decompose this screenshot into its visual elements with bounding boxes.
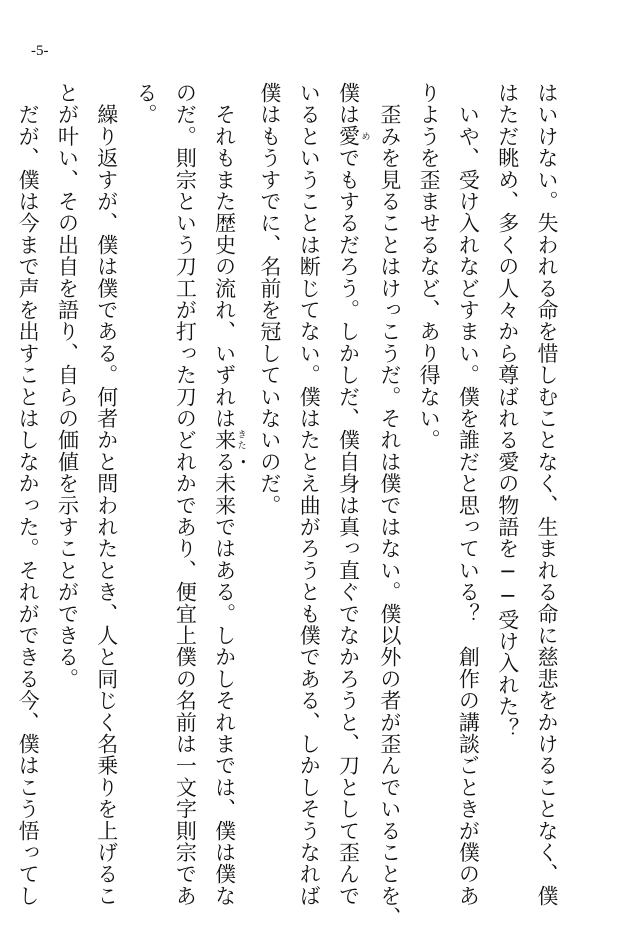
emphasis-text: る [212,450,237,473]
ruby-annotation: きた [235,429,246,451]
text-line-with-ruby [328,82,370,907]
text-line: りようを歪ませるなど、あり得ない。 [417,82,442,451]
text-line: とが叶い、その出自を語り、自らの価値を示すことができる。 [55,82,80,690]
text-line: いるということは断じてない。僕はたとえ曲がろうとも僕である、しかしそうなれば [297,82,322,907]
line-5-part-1: 僕は [336,82,361,126]
text-line: 僕はもうすでに、名前を冠していないのだ。 [257,82,282,516]
text-line: はただ眺め、多くの人々から尊ばれる愛の物語を──受け入れた？ [495,82,520,739]
text-line: はいけない。失われる命を惜しむことなく、生まれる命に慈悲をかけることなく、僕 [535,82,559,907]
page-number: -5- [31,43,49,59]
line-5-part-2: でもするだろう。しかしだ、僕自身は真っ直ぐでなかろうと、刀として歪んで [336,147,361,907]
text-line: 繰り返すが、僕は僕である。何者かと問われたとき、人と同じく名乗りを上げるこ [94,82,119,907]
text-line: だが、僕は今まで声を出すことはしなかった。それができる今、僕はこう悟ってし [16,82,41,907]
line-8-part-2: 未来ではある。しかしそれまでは、僕は僕な [212,472,237,907]
text-line: る。 [134,82,159,126]
ruby-kitaru: 来 きた [212,429,246,451]
text-line: のだ。則宗という刀工が打った刀のどれかであり、便宜上僕の名前は一文字則宗であ [173,82,198,907]
text-line-with-ruby [204,82,249,907]
ruby-mede: 愛 め [336,125,370,148]
line-8-part-1: それもまた歴史の流れ、いずれは [212,82,237,430]
text-line: いや、受け入れなどすまい。僕を誰だと思っている？ 創作の講談ごときが僕のあ [456,82,481,907]
text-line: 歪みを見ることはけっこうだ。それは僕ではない。僕以外の者が歪んでいることを、 [377,82,402,928]
ruby-annotation: め [359,125,370,148]
body-text [16,82,566,928]
text-line [0,82,8,858]
